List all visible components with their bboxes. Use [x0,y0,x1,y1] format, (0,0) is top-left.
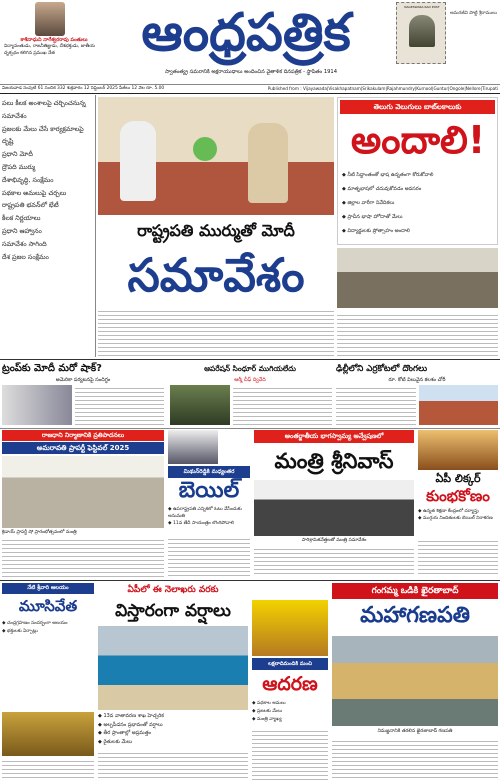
temple-photo [2,712,94,756]
masthead-title: ఆంధ్రపత్రిక [141,2,351,63]
rains-body [98,750,248,780]
left-item: సమావేశం సాగింది [2,239,47,248]
left-item: దేశాభివృద్ధి, సంక్షేమం [2,175,54,184]
tirumala-headline: మూసివేత [18,597,78,615]
tirumala-body [2,758,94,780]
founder-quote: విద్యావంతుడు, రాజనీతిజ్ఞుడు, దేశభక్తుడు, జాతీయ దృక్పథం కలిగిన ప్రముఖ నేత [4,44,96,56]
telugu-ad-bullet: ◆ విద్యార్థులకు ప్రోత్సాహం అందాలి [342,228,410,234]
amaravati-caption: క్రెడాయ్ ప్రాపర్టీ షో ప్రారంభోత్సవంలో మంత్రి [2,530,77,535]
sea-photo [98,626,248,710]
aadarana-bullet: ◆ ప్రజలకు మేలు [252,709,283,714]
amaravati-headline-top: రాజధాని నిర్మాణానికి ప్రతిపాదనలు [2,430,164,441]
telugu-ad-title: తెలుగు వెలుగులు బాట్‌లకాలుకు [340,100,495,114]
delhi-headline: ఢిల్లీలోని ఎర్రకోటలో దొంగలు [336,364,428,374]
ganesh-body [332,738,498,780]
masthead [0,0,500,91]
left-item: ప్రధాని ఆహ్వానం [2,226,42,235]
event-body [337,312,498,356]
delhi-sub: రూ. కోటి విలువైన కలశం చోరీ [388,377,446,383]
liquor-bullet: ◆ ఉన్నత శిక్షణా కేంద్రంలో దర్యాప్తు [418,509,479,514]
left-item: ద్రౌపది ముర్ము [2,162,36,171]
bail-bullet: ◆ 11వ తేదీ సాయంత్రం లొంగిపోవాలి [168,521,234,526]
stamp-caption: అమరజీవి పొట్టి శ్రీరాములు [450,11,498,16]
ganesh-caption: నిమజ్జనానికి తరలిన ఖైరతాబాద్ గణపతి [377,729,453,734]
operation-sub: ఆర్మీ చీఫ్ ద్వివేది [234,377,266,383]
aadarana-photo [252,600,328,656]
liquor-headline2: కుంభకోణం [426,487,490,505]
ganesh-headline: మహాగణపతి [360,603,470,628]
trump-body [75,385,164,425]
amaravati-photo [2,456,164,528]
amaravati-body [2,537,164,577]
rains-headline: విస్తారంగా వర్షాలు [115,601,231,621]
rains-bullets [98,712,248,746]
telugu-ad-bullet: ◆ జిల్లాల వారీగా నివేదికలు [342,200,395,206]
dateline: విజయవాడ సంపుటి 61 సంచిక 332 శుక్రవారం 12 సెప్టెంబర్ 2025 పేజీలు 12 వెల రూ. 5.00 [2,86,165,91]
aadarana-bullets [252,700,328,724]
telugu-ad-bullet: ◆ ప్రాచీన భాషా హోదాతో మేలు [342,214,403,220]
telugu-ad-bullets [342,168,494,238]
bail-headline: బెయిల్ [178,478,240,503]
rains-bullet: ◆ తీర ప్రాంతాల్లో అప్రమత్తం [98,730,152,737]
left-item: దేశ ప్రజల సంక్షేమం [2,252,49,261]
rains-bullet: ◆ 13వ వాతావరణ శాఖ హెచ్చరిక [98,713,164,719]
stamp-text: NAGESWARA RAO POST [404,5,440,9]
trump-sub: అమెరికా పర్యటనపై సందిగ్ధం [55,377,111,383]
published-from: Published from : Vijayawada|Visakhapatnam|Srikakulam|Rajahmundry|Kurnool|Guntur|Ongole|Nellore|Tirupati [267,86,498,91]
minister-body [254,546,414,576]
founder-photo [35,2,65,36]
rains-kicker: ఏపీలో ఈ నెలాఖరు వరకు [127,585,219,595]
trump-headline: ట్రంప్‌కు మోదీ మరో షాక్? [2,363,102,374]
red-fort-photo [419,385,498,425]
left-item: ప్రజలకు మేలు చేసే కార్యక్రమాలపై దృష్టి [2,124,84,146]
bail-body [168,536,250,576]
delhi-body [336,385,416,425]
aadarana-bullet: ◆ పథకాల అమలు [252,701,286,706]
liquor-body [418,538,498,576]
minister-caption: పారిశ్రామికవేత్తలతో మంత్రి సమావేశం [301,538,367,543]
event-photo [337,248,498,308]
aadarana-headline: ఆదరణ [262,673,318,695]
amaravati-headline-bottom: అమరావతి ప్రాపర్టీ ఫెస్టివల్ 2025 [2,442,164,454]
telugu-ad-bullet: ◆ మాతృభాషలో చదువుకోవడం అవసరం [342,186,422,192]
mithun-photo [168,430,218,464]
aadarana-kicker: లక్షలాదిమందికి మంచి [252,658,328,670]
rains-bullet: ◆ రైతులకు మేలు [98,738,133,745]
operation-headline: ఆపరేషన్ సింధూర్ ముగియలేదు [204,364,296,373]
minister-photo [254,480,414,536]
left-item: రాష్ట్రపతి భవన్‌లో భేటీ [2,201,59,210]
tirumala-bullets [2,620,94,636]
lead-headline: సమావేశం [127,248,305,302]
stamp [396,2,446,64]
tirumala-kicker: నేటి శ్రీవారి ఆలయం [2,583,94,594]
lead-body [98,308,334,356]
tirumala-bullet: ◆ చంద్రగ్రహణం సందర్భంగా ఆలయం [2,621,68,626]
bail-bullets [168,506,250,527]
minister-kicker: అంతర్జాతీయ భాగస్వామ్య అన్వేషణలో [254,430,414,443]
telugu-ad-bullet: ◆ నీటి సిద్ధాంతంతో భాష ఉన్నతంగా కోరుకోవాలి [342,172,434,178]
left-column [2,97,94,347]
left-list [2,97,94,263]
minister-headline: మంత్రి శ్రీనివాస్ [274,449,394,473]
ganesh-kicker: గంగమ్మ ఒడికి ఖైరతాబాద్ [332,583,498,599]
liquor-bullets [418,508,498,522]
bail-kicker: మిథున్‌రెడ్డికి మధ్యంతర [168,466,250,478]
trump-photo [2,385,72,425]
left-item: ప్రధాని మోదీ [2,150,33,159]
left-item: పలు కీలక అంశాలపై చర్చించనున్న సమావేశం [2,99,86,120]
founder-caption: కాశీనాధుని నాగేశ్వరరావు పంతులు [20,37,88,43]
rains-bullet: ◆ అల్పపీడనం ప్రభావంతో వర్షాలు [98,721,163,728]
liquor-photo [418,430,498,470]
liquor-bullet: ◆ ముగ్గురు నిందితులకు బెయిల్ నిరాకరణ [418,516,493,521]
operation-body [233,385,332,425]
lead-photo [98,97,334,215]
aadarana-body [252,728,328,780]
liquor-headline: ఏపీ లిక్కర్ [435,472,481,485]
tirumala-bullet: ◆ భక్తులకు ఏర్పాట్లు [2,629,38,634]
left-item: కీలక నిర్ణయాలు [2,214,41,223]
tagline: స్వాతంత్య్ర సమరానికి అక్షరాయుధాలు అందించిన వైతాళిక దినపత్రిక - స్థాపితం 1914 [164,69,338,75]
aadarana-bullet: ◆ మంత్రి వ్యాఖ్య [252,717,282,722]
telugu-ad-headline: అందాలి! [350,118,486,162]
left-item: పథకాల అమలుపై చర్చలు [2,188,67,197]
lead-kicker: రాష్ట్రపతి ముర్ముతో మోదీ [137,221,295,240]
telugu-ad [337,97,498,245]
bail-bullet: ◆ ఉపరాష్ట్రపతి ఎన్నికలో ఓటు వేసేందుకు అనుమతి [168,507,242,519]
army-chief-photo [170,385,230,425]
ganesh-photo [332,636,498,726]
